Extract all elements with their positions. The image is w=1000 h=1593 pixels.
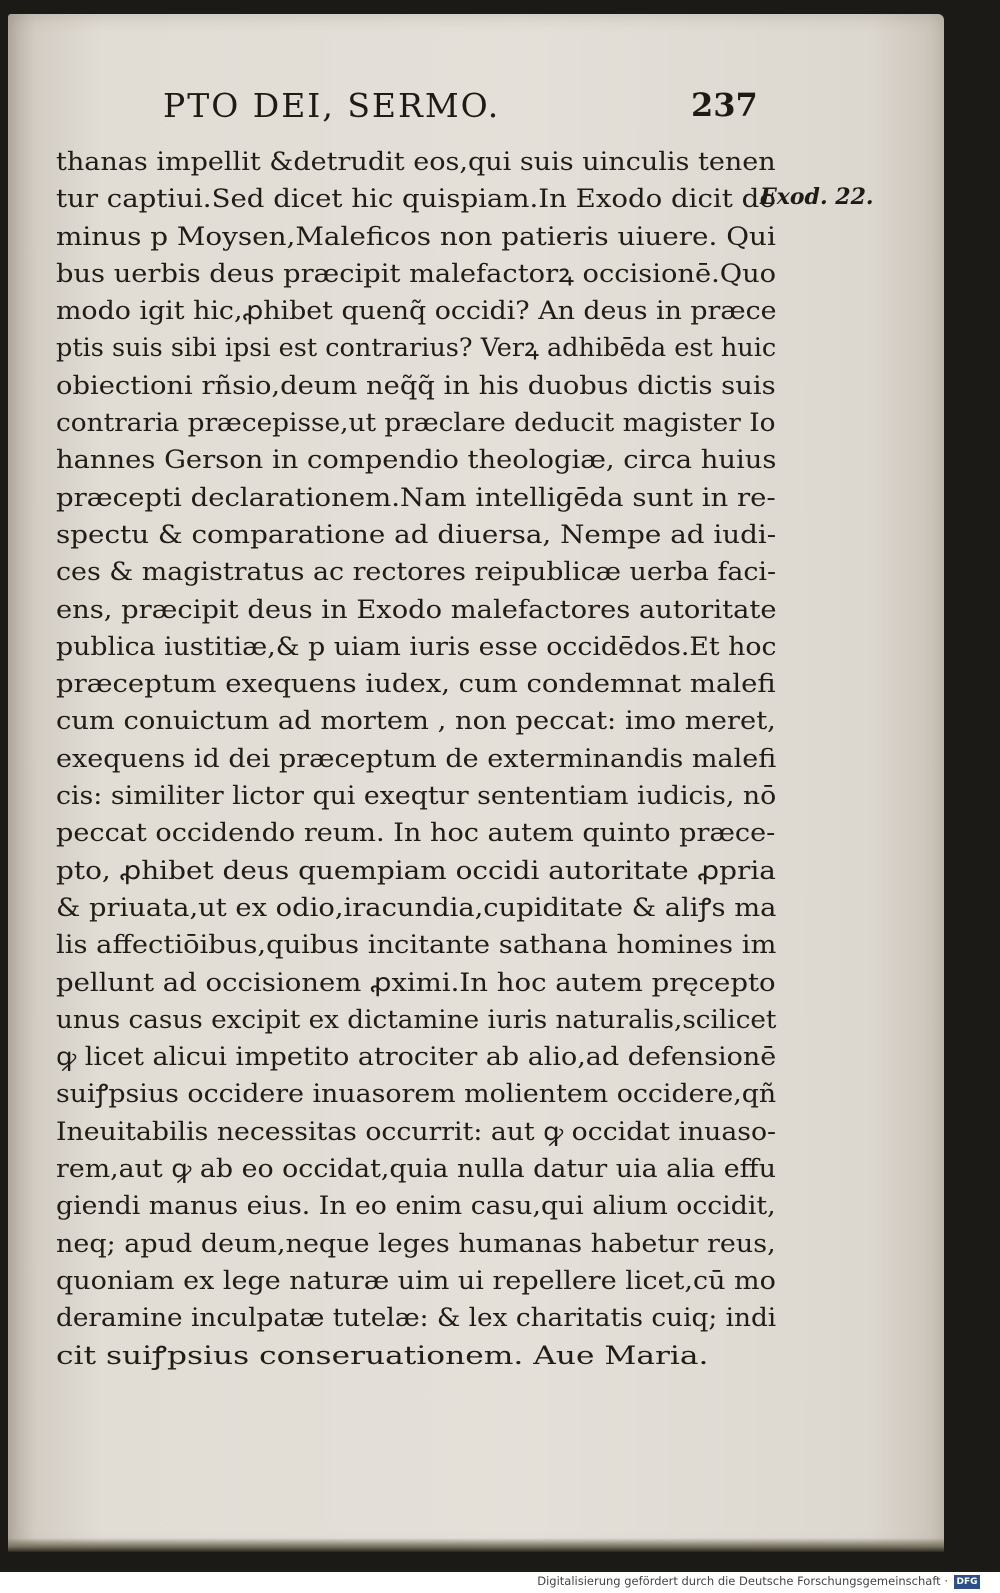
text-line: pto, ꝓhibet deus quempiam occidi autoritate ꝓpria <box>56 855 776 885</box>
running-head: PTO DEI, SERMO. <box>163 86 501 125</box>
text-line: contraria præcepisse,ut præclare deducit magister Io <box>56 408 776 438</box>
text-line: ces & magistratus ac rectores reipublicæ uerba faci- <box>56 557 777 587</box>
text-line: tur captiui.Sed dicet hic quispiam.In Exodo dicit do <box>56 184 776 214</box>
book-page <box>8 14 944 1552</box>
text-line: cit suiꝭpsius conseruationem. Aue Maria. <box>56 1340 709 1370</box>
page-number: 237 <box>691 86 758 124</box>
text-line: peccat occidendo reum. In hoc autem quinto præce- <box>56 818 776 848</box>
text-line: ptis suis sibi ipsi est contrarius? Verꝝ adhibēda est huic <box>56 333 777 363</box>
text-line: minus p Moysen,Maleficos non patieris uiuere. Qui <box>56 221 776 251</box>
text-line: lis affectiōibus,quibus incitante sathana homines im <box>56 930 777 960</box>
text-line: præcepti declarationem.Nam intelligēda sunt in re- <box>56 482 776 512</box>
text-line: spectu & comparatione ad diuersa, Nempe ad iudi- <box>56 519 777 549</box>
text-line: neq; apud deum,neque leges humanas habetur reus, <box>56 1228 776 1258</box>
text-line: modo igit hic,ꝓhibet quenq̃ occidi? An deus in præce <box>56 296 777 326</box>
text-line: unus casus excipit ex dictamine iuris naturalis,scilicet <box>56 1004 777 1034</box>
text-line: publica iustitiæ,& p uiam iuris esse occidēdos.Et hoc <box>56 631 777 661</box>
text-line: exequens id dei præceptum de exterminandis malefi <box>56 743 777 773</box>
text-line: obiectioni rñsio,deum neq̃q̃ in his duobus dictis suis <box>56 370 776 400</box>
text-line: ꝙ licet alicui impetito atrociter ab alio,ad defensionē <box>56 1042 777 1072</box>
funding-credit: Digitalisierung gefördert durch die Deutsche Forschungsgemeinschaft · <box>537 1574 948 1588</box>
text-line: hannes Gerson in compendio theologiæ, circa huius <box>56 445 777 475</box>
text-line: cis: similiter lictor qui exeqtur sententiam iudicis, nō <box>56 781 777 811</box>
text-line: giendi manus eius. In eo enim casu,qui alium occidit, <box>56 1191 776 1221</box>
text-line: bus uerbis deus præcipit malefactorꝝ occisionē.Quo <box>56 258 777 288</box>
text-line: rem,aut ꝙ ab eo occidat,quia nulla datur uia alia effu <box>56 1154 777 1184</box>
text-line: cum conuictum ad mortem , non peccat: imo meret, <box>56 706 776 736</box>
text-line: thanas impellit &detrudit eos,qui suis uinculis tenen <box>56 147 776 176</box>
text-line: quoniam ex lege naturæ uim ui repellere licet,cū mo <box>56 1265 776 1295</box>
body-text <box>56 143 776 1374</box>
text-line: præceptum exequens iudex, cum condemnat malefi <box>56 669 776 699</box>
footer-bar <box>0 1572 1000 1593</box>
marginal-note: Exod. 22. <box>760 184 874 210</box>
text-line: deramine inculpatæ tutelæ: & lex charitatis cuiq; indi <box>56 1303 777 1333</box>
text-line: & priuata,ut ex odio,iracundia,cupiditate & aliꝭs ma <box>56 892 777 922</box>
text-line: pellunt ad occisionem ꝓximi.In hoc autem pręcepto <box>56 967 776 997</box>
text-line: suiꝭpsius occidere inuasorem molientem occidere,qñ <box>56 1079 777 1109</box>
text-line: Ineuitabilis necessitas occurrit: aut ꝙ occidat inuaso- <box>56 1116 777 1146</box>
text-line: ens, præcipit deus in Exodo malefactores autoritate <box>56 594 777 624</box>
dfg-logo: DFG <box>954 1575 980 1589</box>
